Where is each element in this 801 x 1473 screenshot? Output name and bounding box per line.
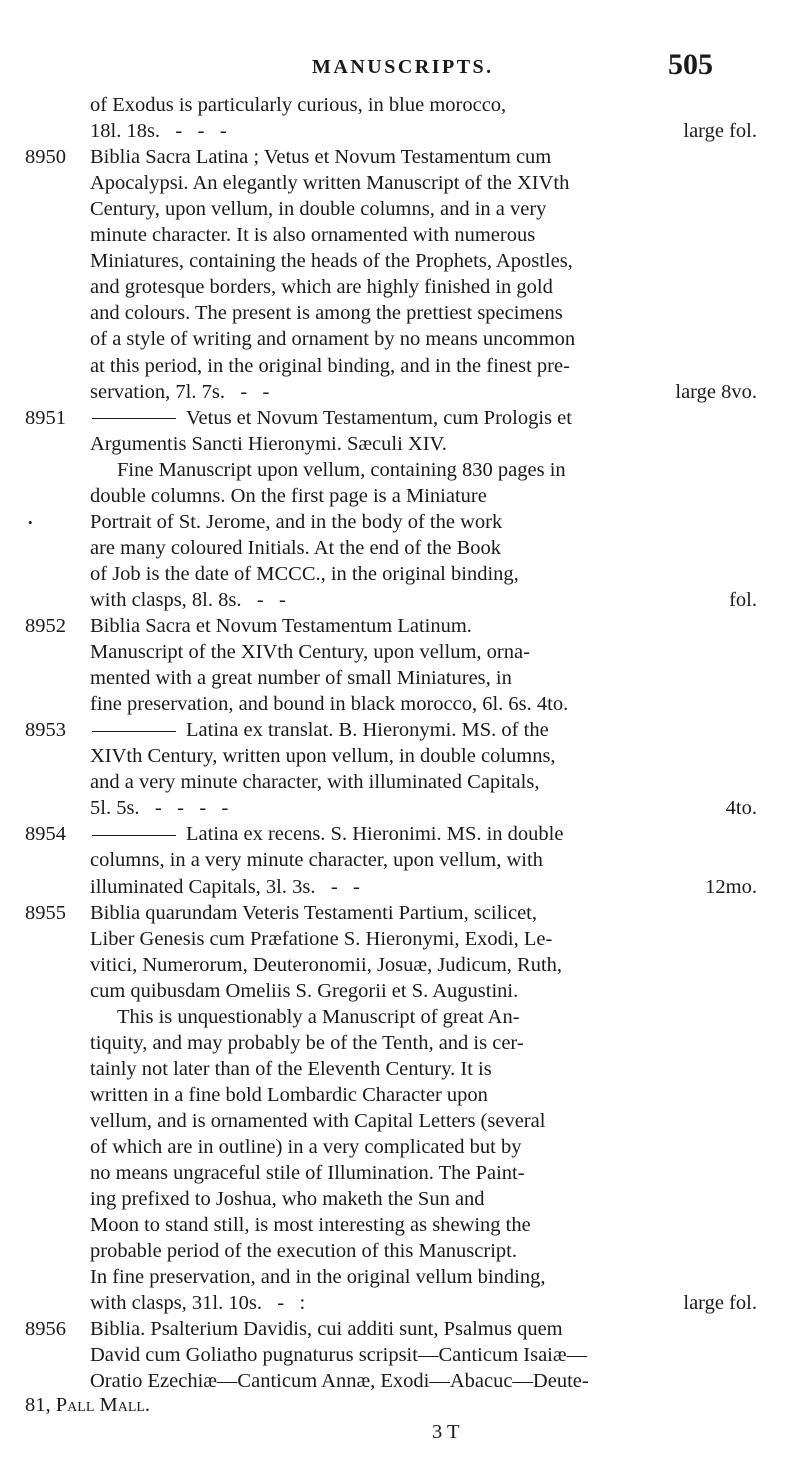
text-line [0, 561, 801, 588]
line-text: vellum, and is ornamented with Capital Letters (several [90, 1109, 546, 1132]
line-text: and grotesque borders, which are highly finished in gold [90, 276, 553, 299]
text-line [0, 1238, 801, 1265]
line-text: at this period, in the original binding, and in the finest pre- [90, 354, 570, 377]
text-line [0, 1160, 801, 1187]
line-text: and a very minute character, with illuminated Capitals, [90, 771, 540, 794]
line-text: Argumentis Sancti Hieronymi. Sæculi XIV. [90, 432, 447, 455]
line-text: This is unquestionably a Manuscript of great An- [117, 1005, 520, 1028]
text-line [0, 196, 801, 223]
text-line [0, 1108, 801, 1135]
text-line [0, 952, 801, 979]
line-text: Oratio Ezechiæ—Canticum Annæ, Exodi—Abacuc—Deute- [90, 1370, 589, 1393]
text-line [0, 457, 801, 484]
lot-number: 8956 [25, 1318, 66, 1341]
format-note: large fol. [683, 120, 757, 143]
text-line [0, 639, 801, 666]
text-line [0, 405, 801, 432]
text-line [0, 821, 801, 848]
format-note: 12mo. [705, 875, 757, 898]
line-text: 18l. 18s. - - - [90, 120, 227, 143]
footer-address: 81, Pall Mall. [25, 1394, 151, 1416]
line-text: 5l. 5s. - - - - [90, 797, 229, 820]
line-text: Biblia. Psalterium Davidis, cui additi sunt, Psalmus quem [90, 1318, 563, 1341]
text-line [0, 1056, 801, 1083]
footer [0, 1365, 801, 1443]
lot-number: 8952 [25, 615, 66, 637]
text-line [0, 1082, 801, 1109]
text-line [0, 926, 801, 953]
line-text: Latina ex recens. S. Hieronimi. MS. in double [90, 821, 563, 848]
ditto-rule [92, 835, 176, 836]
line-text: Biblia Sacra et Novum Testamentum Latinum. [90, 615, 472, 637]
text-line [0, 300, 801, 327]
line-text: tiquity, and may probably be of the Tenth, and is cer- [90, 1031, 524, 1054]
text-line [0, 483, 801, 510]
line-text: are many coloured Initials. At the end of the Book [90, 536, 502, 559]
text-line [0, 431, 801, 458]
text-line [0, 613, 801, 640]
line-text: Vetus et Novum Testamentum, cum Prologis et [90, 405, 572, 432]
line-text: Century, upon vellum, in double columns, and in a very [90, 198, 547, 221]
line-text: Biblia Sacra Latina ; Vetus et Novum Testamentum cum [90, 146, 552, 169]
text-line [0, 222, 801, 249]
ditto-rule [92, 418, 176, 419]
line-text: Liber Genesis cum Præfatione S. Hieronymi, Exodi, Le- [90, 927, 553, 950]
line-text: Portrait of St. Jerome, and in the body of the work [90, 510, 503, 533]
text-line [0, 144, 801, 171]
line-text: tainly not later than of the Eleventh Century. It is [90, 1057, 492, 1080]
format-note: 4to. [725, 797, 757, 820]
page-number: 505 [668, 48, 713, 81]
text-line [0, 509, 801, 536]
line-text: cum quibusdam Omeliis S. Gregorii et S. Augustini. [90, 979, 519, 1002]
line-text: of a style of writing and ornament by no means uncommon [90, 328, 576, 351]
text-line [0, 1186, 801, 1213]
line-text: mented with a great number of small Miniatures, in [90, 667, 512, 690]
text-line [0, 248, 801, 275]
line-text: David cum Goliatho pugnaturus scripsit—Canticum Isaiæ— [90, 1344, 588, 1367]
line-text: and colours. The present is among the prettiest specimens [90, 302, 563, 325]
line-text: Apocalypsi. An elegantly written Manuscript of the XIVth [90, 172, 570, 195]
line-text: illuminated Capitals, 3l. 3s. - - [90, 875, 360, 898]
text-line [0, 326, 801, 353]
line-text: vitici, Numerorum, Deuteronomii, Josuæ, Judicum, Ruth, [90, 953, 563, 976]
line-text: columns, in a very minute character, upon vellum, with [90, 849, 543, 872]
text-line [0, 535, 801, 562]
line-text: Latina ex translat. B. Hieronymi. MS. of the [90, 717, 549, 744]
text-line [0, 118, 801, 145]
line-text: Fine Manuscript upon vellum, containing 830 pages in [117, 458, 566, 481]
line-text: of which are in outline) in a very complicated but by [90, 1136, 522, 1158]
text-line [0, 874, 801, 901]
lot-number: 8954 [25, 823, 66, 846]
text-line [0, 1316, 801, 1343]
text-line [0, 170, 801, 197]
text-line [0, 379, 801, 406]
line-text: probable period of the execution of this Manuscript. [90, 1240, 517, 1263]
line-text: double columns. On the first page is a Miniature [90, 484, 487, 507]
text-line [0, 717, 801, 744]
text-line [0, 900, 801, 927]
text-line [0, 353, 801, 380]
line-text: Manuscript of the XIVth Century, upon vellum, orna- [90, 641, 530, 664]
ditto-rule [92, 731, 176, 732]
text-line [0, 978, 801, 1005]
margin-mark: • [28, 515, 33, 530]
text-line [0, 92, 801, 119]
text-line [0, 1030, 801, 1057]
text-line [0, 274, 801, 301]
signature-mark: 3 T [432, 1421, 460, 1443]
line-text: minute character. It is also ornamented with numerous [90, 224, 536, 247]
line-text: In fine preservation, and in the original vellum binding, [90, 1266, 546, 1289]
line-text: ing prefixed to Joshua, who maketh the Sun and [90, 1188, 485, 1211]
text-line [0, 1290, 801, 1317]
text-line [0, 691, 801, 718]
text-line [0, 665, 801, 692]
running-title: MANUSCRIPTS. [312, 56, 494, 78]
text-line [0, 795, 801, 822]
format-note: fol. [729, 588, 757, 611]
text-line [0, 1264, 801, 1291]
line-text: with clasps, 8l. 8s. - - [90, 588, 286, 611]
text-line [0, 847, 801, 874]
text-line [0, 743, 801, 770]
lot-number: 8953 [25, 719, 66, 742]
text-line [0, 1212, 801, 1239]
line-text: XIVth Century, written upon vellum, in double columns, [90, 745, 556, 768]
lot-number: 8955 [25, 901, 66, 924]
text-line [0, 769, 801, 796]
text-line [0, 587, 801, 614]
line-text: Miniatures, containing the heads of the Prophets, Apostles, [90, 250, 573, 273]
line-text: of Exodus is particularly curious, in blue morocco, [90, 94, 507, 116]
text-line [0, 1134, 801, 1161]
running-head [0, 48, 801, 88]
line-text: fine preservation, and bound in black morocco, 6l. 6s. 4to. [90, 693, 569, 716]
text-line [0, 1004, 801, 1031]
line-text: servation, 7l. 7s. - - [90, 380, 270, 403]
line-text: of Job is the date of MCCC., in the original binding, [90, 562, 519, 585]
lot-number: 8950 [25, 146, 66, 169]
line-text: no means ungraceful stile of Illumination. The Paint- [90, 1162, 525, 1185]
line-text: with clasps, 31l. 10s. - : [90, 1292, 306, 1315]
format-note: large 8vo. [675, 380, 757, 403]
line-text: Moon to stand still, is most interesting as shewing the [90, 1214, 531, 1237]
line-text: Biblia quarundam Veteris Testamenti Partium, scilicet, [90, 901, 538, 924]
line-text: written in a fine bold Lombardic Character upon [90, 1083, 488, 1106]
format-note: large fol. [683, 1292, 757, 1315]
lot-number: 8951 [25, 406, 66, 429]
